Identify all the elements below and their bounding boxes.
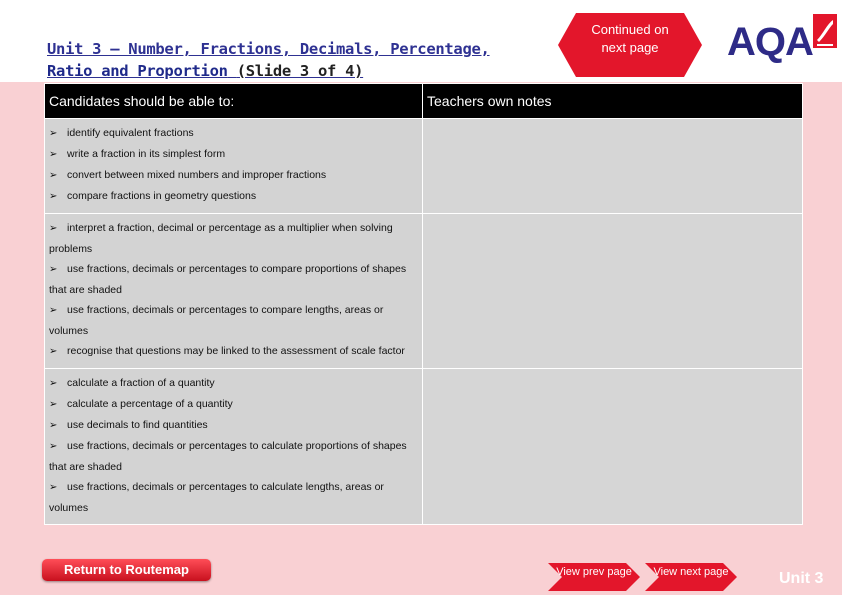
arrow-bullet-icon: ➢: [49, 378, 58, 389]
teacher-notes-cell[interactable]: [423, 119, 803, 214]
objective-text: use fractions, decimals or percentages to calculate lengths, areas or volumes: [49, 481, 384, 514]
objective-item: [49, 259, 418, 300]
objective-text: recognise that questions may be linked to the assessment of scale factor: [67, 345, 405, 357]
objective-text: use fractions, decimals or percentages to calculate proportions of shapes that are shaded: [49, 440, 407, 473]
objective-item: [49, 436, 418, 477]
objective-text: use fractions, decimals or percentages to compare lengths, areas or volumes: [49, 304, 384, 337]
objective-item: [49, 218, 418, 259]
arrow-bullet-icon: ➢: [49, 223, 58, 234]
objectives-cell: [45, 369, 423, 525]
unit-label: Unit 3: [779, 570, 824, 587]
view-prev-page-label: View prev page: [556, 566, 632, 578]
aqa-logo: [727, 14, 837, 64]
table-header-row: [45, 84, 803, 119]
arrow-bullet-icon: ➢: [49, 399, 58, 410]
objective-item: [49, 394, 418, 415]
objective-text: calculate a fraction of a quantity: [67, 377, 215, 389]
teacher-notes-cell[interactable]: [423, 214, 803, 369]
aqa-swoosh-icon: [813, 14, 837, 48]
objective-text: identify equivalent fractions: [67, 127, 194, 139]
view-next-page-button[interactable]: [645, 563, 737, 591]
objective-item: [49, 373, 418, 394]
title-slide-number: (Slide 3 of 4): [236, 62, 364, 80]
arrow-bullet-icon: ➢: [49, 305, 58, 316]
objective-text: interpret a fraction, decimal or percentage as a multiplier when solving problems: [49, 222, 393, 255]
objective-text: use decimals to find quantities: [67, 419, 208, 431]
teachers-notes-header: Teachers own notes: [423, 84, 803, 119]
continued-label: Continued on next page: [591, 22, 669, 55]
arrow-bullet-icon: ➢: [49, 346, 58, 357]
table-row: [45, 369, 803, 525]
objective-text: write a fraction in its simplest form: [67, 148, 226, 160]
objective-item: [49, 300, 418, 341]
arrow-bullet-icon: ➢: [49, 170, 58, 181]
title-line-1: Unit 3 – Number, Fractions, Decimals, Percentage,: [47, 40, 490, 58]
view-prev-page-button[interactable]: [548, 563, 640, 591]
objective-text: convert between mixed numbers and improper fractions: [67, 169, 327, 181]
objective-item: [49, 165, 418, 186]
objective-item: [49, 341, 418, 362]
view-next-page-label: View next page: [653, 566, 729, 578]
aqa-logo-text: AQA: [727, 20, 813, 64]
arrow-bullet-icon: ➢: [49, 149, 58, 160]
objectives-cell: [45, 214, 423, 369]
arrow-bullet-icon: ➢: [49, 420, 58, 431]
continued-badge: [558, 13, 702, 77]
objective-text: use fractions, decimals or percentages to compare proportions of shapes that are shaded: [49, 263, 407, 296]
objectives-cell: [45, 119, 423, 214]
arrow-bullet-icon: ➢: [49, 264, 58, 275]
table-row: [45, 119, 803, 214]
objective-item: [49, 123, 418, 144]
objectives-table: [44, 83, 803, 525]
return-to-routemap-button[interactable]: Return to Routemap: [42, 559, 211, 581]
title-line-2: [47, 60, 567, 82]
arrow-bullet-icon: ➢: [49, 128, 58, 139]
objective-item: [49, 477, 418, 518]
objective-item: [49, 415, 418, 436]
objective-text: compare fractions in geometry questions: [67, 190, 257, 202]
arrow-bullet-icon: ➢: [49, 441, 58, 452]
arrow-bullet-icon: ➢: [49, 191, 58, 202]
objective-item: [49, 144, 418, 165]
teacher-notes-cell[interactable]: [423, 369, 803, 525]
arrow-bullet-icon: ➢: [49, 482, 58, 493]
objective-item: [49, 186, 418, 207]
title-ratio-proportion: Ratio and Proportion: [47, 62, 228, 80]
candidates-header: Candidates should be able to:: [45, 84, 423, 119]
objective-text: calculate a percentage of a quantity: [67, 398, 233, 410]
page-title: [47, 38, 567, 82]
table-row: [45, 214, 803, 369]
